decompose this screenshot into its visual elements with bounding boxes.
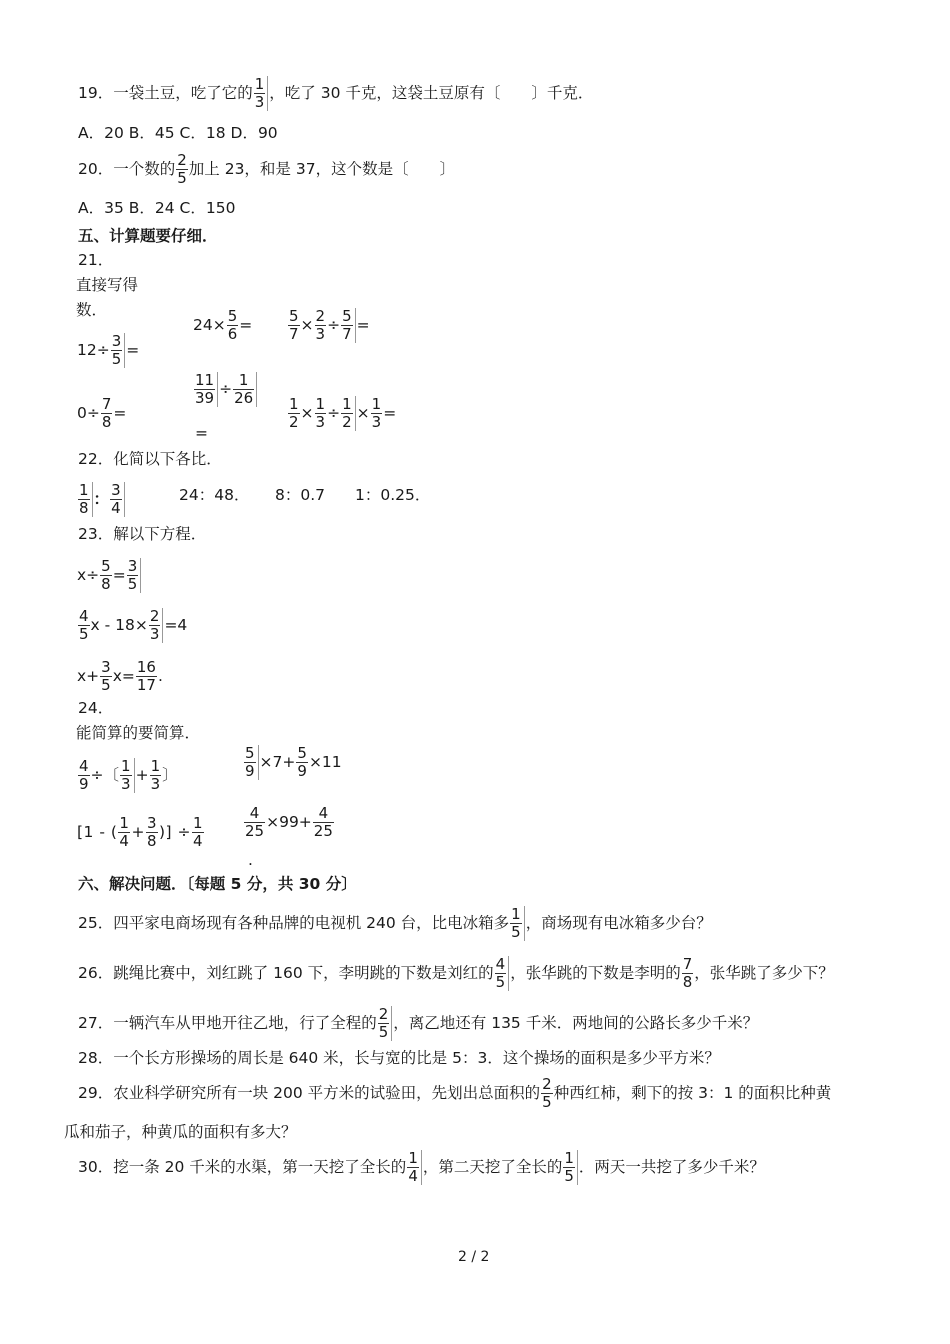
q21-expr-5: $\frac{11}{39}$ ÷ $\frac{1}{26}$	[193, 372, 258, 407]
q26-stem: 26．跳绳比赛中，刘红跳了 160 下，李明跳的下数是刘红的 $\frac{4}{5}$ ，张华跳的下数是李明的 $\frac{7}{8}$ ，张华跳了多少下？	[78, 955, 834, 991]
q21-expr-6: $\frac{1}{2}$ × $\frac{1}{3}$ ÷ $\frac{1}{2}$ × $\frac{1}{3}$ =	[289, 395, 397, 431]
fraction: $\frac{1}{3}$	[254, 76, 269, 111]
q19-options: A．20 B．45 C．18 D．90	[78, 124, 278, 142]
q22-title: 22．化简以下各比．	[78, 450, 222, 468]
section-6-heading: 六、解决问题．〔每题 5 分，共 30 分〕	[78, 875, 357, 893]
q28-stem: 28．一个长方形操场的周长是 640 米，长与宽的比是 5：3．这个操场的面积是多少平方米？	[78, 1049, 720, 1067]
q24-expr-4: $\frac{4}{25}$ ×99+ $\frac{4}{25}$	[245, 804, 333, 840]
q21-instruction-2: 数．	[76, 301, 108, 319]
q22-ratio-3: 8：0.7	[275, 486, 326, 504]
section-5-heading: 五、计算题要仔细．	[78, 227, 218, 245]
q23-eq-3: x+ $\frac{3}{5}$ x= $\frac{16}{17}$ .	[77, 658, 163, 694]
q21-number: 21．	[78, 251, 114, 269]
q22-ratio-1: $\frac{1}{8}$ ： $\frac{3}{4}$	[77, 482, 126, 517]
q24-title: 能简算的要简算．	[76, 724, 201, 742]
q24-expr-3: [1 - ( $\frac{1}{4}$ + $\frac{3}{8}$ )] ÷ $\frac{1}{4}$	[77, 814, 204, 850]
q25-stem: 25．四平家电商场现有各种品牌的电视机 240 台，比电冰箱多 $\frac{1}{5}$ ，商场现有电冰箱多少台？	[78, 905, 712, 941]
page-number: 2 / 2	[458, 1249, 490, 1265]
q24-expr-1: $\frac{4}{9}$ ÷〔 $\frac{1}{3}$ + $\frac{1}{3}$ 〕	[79, 757, 178, 793]
q21-expr-1: 24× $\frac{5}{6}$ =	[193, 307, 253, 343]
q30-stem: 30．挖一条 20 千米的水渠，第一天挖了全长的 $\frac{1}{4}$ ，第二天挖了全长的 $\frac{1}{5}$ ．两天一共挖了多少千米？	[78, 1149, 765, 1185]
q24-expr-4-dot: .	[248, 851, 253, 869]
q23-eq-2: $\frac{4}{5}$ x - 18× $\frac{2}{3}$ =4	[79, 607, 188, 643]
q21-expr-3: 12÷ $\frac{3}{5}$ =	[77, 332, 140, 368]
q21-expr-4: 0÷ $\frac{7}{8}$ =	[77, 395, 127, 431]
q29-stem: 29．农业科学研究所有一块 200 平方米的试验田，先划出总面积的 $\frac{2}{5}$ 种西红柿，剩下的按 3：1 的面积比种黄	[78, 1075, 832, 1111]
q23-title: 23．解以下方程．	[78, 525, 207, 543]
q21-instruction-1: 直接写得	[76, 276, 139, 294]
q19-stem: 19．一袋土豆，吃了它的 $\frac{1}{3}$ ，吃了 30 千克，这袋土豆原有〔 〕千克．	[78, 75, 594, 111]
q23-eq-1: x÷ $\frac{5}{8}$ = $\frac{3}{5}$	[77, 558, 142, 593]
q21-expr-5-equals: =	[195, 424, 208, 442]
q22-ratio-4: 1：0.25．	[355, 486, 431, 504]
q24-number: 24．	[78, 699, 114, 717]
q22-ratio-2: 24：48．	[179, 486, 250, 504]
q20-options: A．35 B．24 C．150	[78, 199, 236, 217]
q29-stem-line-2: 瓜和茄子，种黄瓜的面积有多大？	[64, 1123, 297, 1141]
fraction: $\frac{2}{5}$	[177, 151, 187, 187]
q20-stem: 20．一个数的 $\frac{2}{5}$ 加上 23，和是 37，这个数是〔 〕	[78, 151, 456, 187]
q21-expr-2: $\frac{5}{7}$ × $\frac{2}{3}$ ÷ $\frac{5}{7}$ =	[289, 307, 370, 343]
q24-expr-2: $\frac{5}{9}$ ×7+ $\frac{5}{9}$ ×11	[245, 744, 342, 780]
q27-stem: 27．一辆汽车从甲地开往乙地，行了全程的 $\frac{2}{5}$ ，离乙地还有 135 千米．两地间的公路长多少千米？	[78, 1005, 759, 1041]
